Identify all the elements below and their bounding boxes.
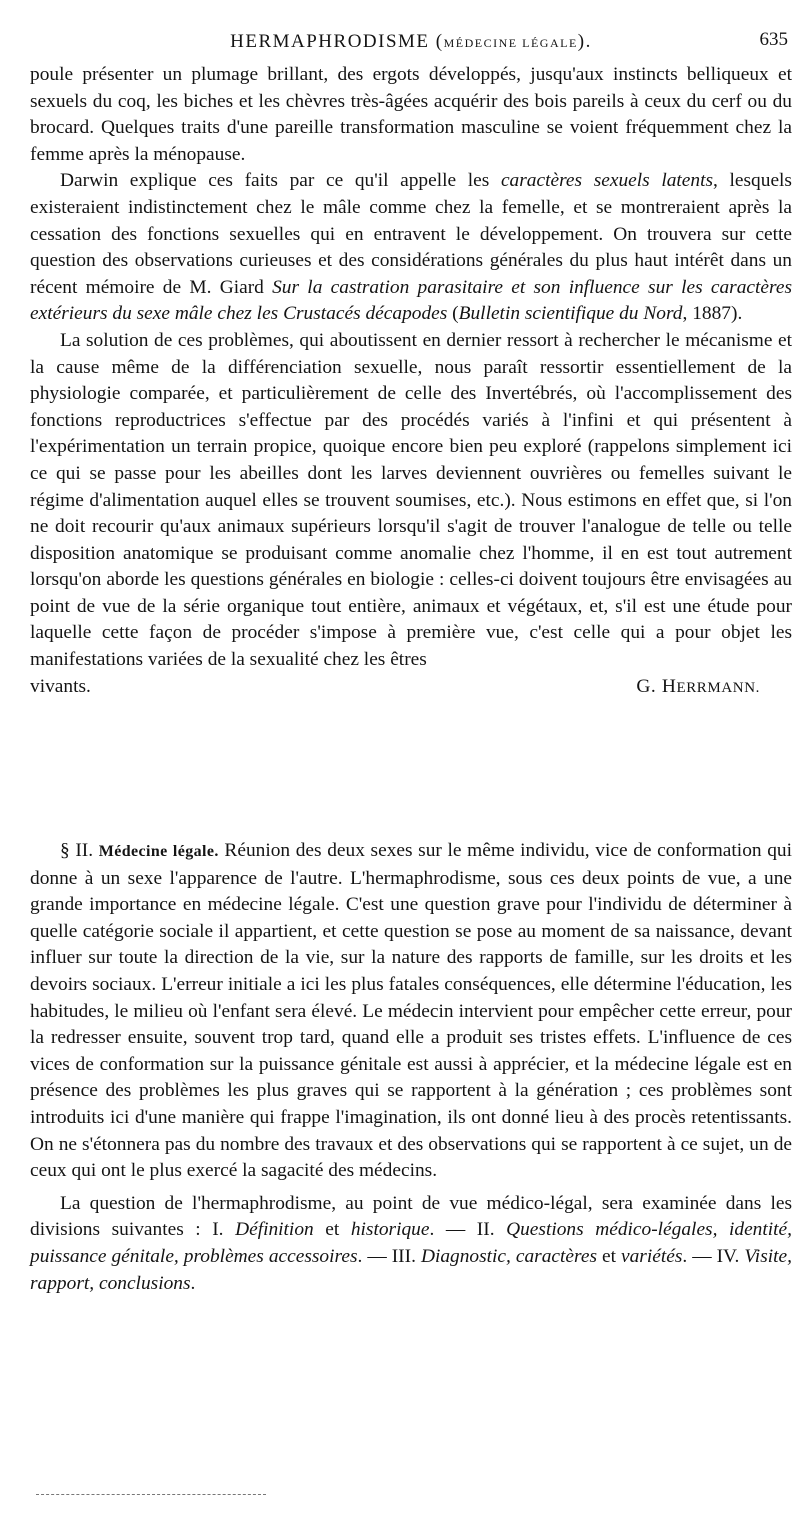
text-span: La question de l'hermaphrodisme, au point de vue médico-légal, sera examinée dans les divisions suivantes : I. <box>30 1192 792 1241</box>
signature-line <box>30 674 792 701</box>
running-header <box>30 0 792 60</box>
document-page <box>30 0 792 1294</box>
running-title-close: ). <box>577 31 592 52</box>
text-span: , 1887). <box>682 303 743 325</box>
section-mark: § II. <box>60 840 99 861</box>
text-span: . <box>190 1272 196 1294</box>
article-part-two <box>30 838 792 1297</box>
section-heading: Médecine légale. <box>98 843 219 860</box>
italic-span: variétés <box>620 1245 683 1267</box>
paragraph-section-two <box>30 838 792 1185</box>
paragraph-solution: La solution de ces problèmes, qui aboutissent en dernier ressort à rechercher le mécanisme et la cause même de la différenciation sexuelle, nous paraît ressortir essentiellement de la physiologie comparée, et particulièrement de celle des Invertébrés, où l'accomplissement des fonctions reproductrices s'effectue par des procédés variés à l'infini et qui présentent à l'expérimentation un terrain propice, quoique encore bien peu exploré (rappelons simplement ici ce qui se passe pour les abeilles dont les larves deviennent ouvrières ou femelles suivant le régime d'alimentation auquel elles se trouvent soumises, etc.). Nous estimons en effet que, si l'on ne doit recourir qu'aux animaux supérieurs lorsqu'il s'agit de trouver l'analogue de telle ou telle disposition anatomique se produisant comme anomalie chez l'homme, il en est tout autrement lorsqu'on aborde les questions générales en biologie : celles-ci doivent toujours être envisagées au point de vue de la série organique tout entière, animaux et végétaux, et, s'il est une étude pour laquelle cette façon de procéder s'impose à première vue, c'est celle qui a pour objet les manifestations variées de la sexualité chez les êtres <box>30 329 792 671</box>
text-span: . — IV. <box>682 1245 745 1267</box>
text-span: et <box>597 1245 621 1267</box>
italic-span: Questions médico-légales, identité, puissance génitale, problèmes accessoires <box>30 1219 792 1267</box>
italic-span: caractères sexuels latents <box>500 170 714 192</box>
paragraph-divisions <box>30 1191 792 1297</box>
running-title <box>30 31 792 53</box>
italic-span: Définition <box>235 1219 314 1241</box>
author-initial: G. H <box>636 675 677 697</box>
paragraph-darwin <box>30 168 792 328</box>
text-span: Darwin explique ces faits par ce qu'il appelle les <box>60 170 501 192</box>
text-span: . — III. <box>357 1245 421 1267</box>
running-title-main: HERMAPHRODISME ( <box>230 31 444 52</box>
author-rest: ERRMANN. <box>676 679 760 696</box>
text-span: et <box>313 1219 351 1241</box>
italic-title: Sur la castration parasitaire et son influence sur les caractères extérieurs du sexe mâle chez les Crustacés décapodes <box>30 276 792 325</box>
running-title-sub: MÉDECINE LÉGALE <box>443 36 578 50</box>
paragraph-continuation: poule présenter un plumage brillant, des ergots développés, jusqu'aux instincts belliqueux et sexuels du coq, les biches et les chèvres très-âgées acquérir des bois pareils à ceux du cerf ou du brocard. Quelques traits d'une pareille transformation masculine se voient fréquemment chez la femme après la ménopause. <box>30 64 792 165</box>
italic-span: Diagnostic, caractères <box>420 1245 597 1267</box>
page-number: 635 <box>759 29 788 50</box>
article-part-one <box>30 62 792 700</box>
text-span: ( <box>447 303 459 325</box>
last-word: vivants. <box>30 675 91 697</box>
footer-rule <box>36 1494 266 1495</box>
text-span: Réunion des deux sexes sur le même individu, vice de conformation qui donne à un sexe l'apparence de l'autre. L'hermaphrodisme, sous ces deux points de vue, a une grande importance en médecine légale. C'est une question grave pour l'individu de déterminer à quelle catégorie sociale il appartient, et cette question se pose au moment de sa naissance, devant influer sur toute la direction de la vie, sur la nature des rapports de famille, sur les droits et les devoirs sociaux. L'erreur initiale a ici les plus fatales conséquences, elle détermine l'éducation, les habitudes, le milieu où l'enfant sera élevé. Le médecin intervient pour empêcher cette erreur, pour la redresser ensuite, souvent trop tard, quand elle a produit ses tristes effets. L'influence de ces vices de conformation sur la puissance génitale est aussi à apprécier, et la médecine légale est en présence des problèmes les plus graves qui se rapportent à la génération ; ces problèmes sont introduits ici d'une manière qui frappe l'imagination, ils ont donné lieu à des procès retentissants. On ne s'étonnera pas du nombre des travaux et des observations qui se rapportent à ce sujet, un de ceux qui ont le plus exercé la sagacité des médecins. <box>30 840 792 1182</box>
italic-span: Visite, rapport, conclusions <box>30 1245 792 1294</box>
italic-journal: Bulletin scientifique du Nord <box>458 303 683 325</box>
text-span: . — II. <box>429 1219 507 1241</box>
italic-span: historique <box>350 1219 430 1241</box>
text-span: , lesquels existeraient indistinctement chez le mâle comme chez la femelle, et se montreraient après la cessation des fonctions sexuelles qui en entravent le développement. On trouvera sur cette question des observations curieuses et des considérations générales du plus haut intérêt dans un récent mémoire de M. Giard <box>30 170 792 298</box>
author-signature <box>636 674 760 702</box>
